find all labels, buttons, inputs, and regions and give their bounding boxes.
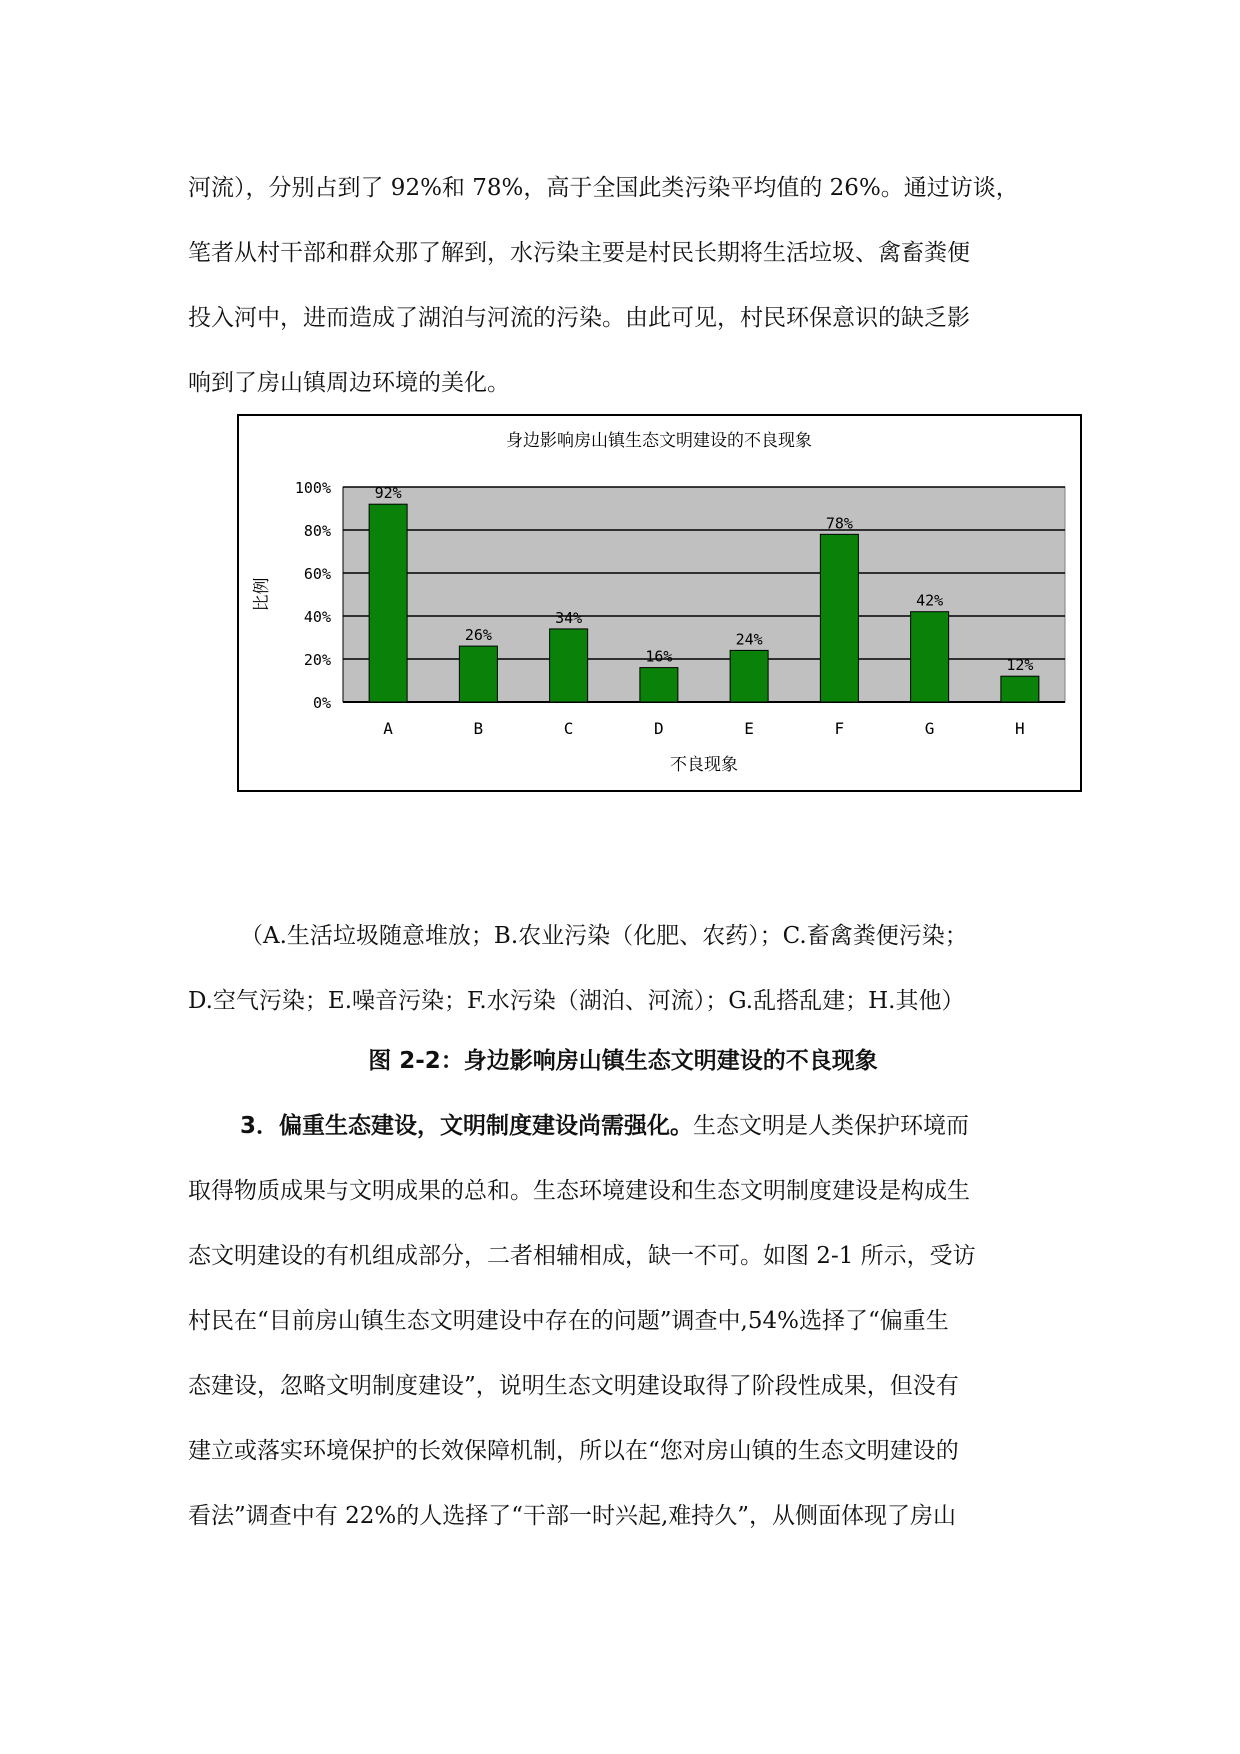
x-tick-label: G <box>924 719 935 738</box>
text-line: 响到了房山镇周边环境的美化。 <box>188 370 510 396</box>
text-line: 笔者从村干部和群众那了解到，水污染主要是村民长期将生活垃圾、禽畜粪便 <box>188 240 970 266</box>
y-tick-label: 40% <box>303 608 331 626</box>
y-tick-label: 60% <box>303 565 331 583</box>
bar <box>1001 676 1039 702</box>
x-tick-label: D <box>654 719 664 738</box>
data-label: 16% <box>645 647 673 666</box>
data-label: 42% <box>916 591 944 610</box>
x-tick-label: C <box>563 719 574 738</box>
x-tick-label: A <box>383 719 393 738</box>
data-label: 92% <box>374 484 402 503</box>
text-run: 生态文明是人类保护环境而 <box>693 1113 970 1139</box>
section-heading: 3．偏重生态建设，文明制度建设尚需强化。 <box>240 1113 694 1139</box>
chart-title: 身边影响房山镇生态文明建设的不良现象 <box>506 431 812 451</box>
legend-line-2: D.空气污染；E.噪音污染；F.水污染（湖泊、河流）；G.乱搭乱建；H.其他） <box>188 988 965 1014</box>
legend-line-1: （A.生活垃圾随意堆放；B.农业污染（化肥、农药）；C.畜禽粪便污染； <box>240 923 968 949</box>
data-label: 34% <box>555 608 583 627</box>
text-line: 看法”调查中有 22%的人选择了“干部一时兴起,难持久”，从侧面体现了房山 <box>188 1503 957 1529</box>
body-paragraph-1 <box>188 156 1058 416</box>
plot-area <box>343 487 1065 702</box>
bar-chart-frame <box>237 414 1082 792</box>
figure-caption: 图 2-2：身边影响房山镇生态文明建设的不良现象 <box>368 1048 878 1074</box>
text-line: 河流），分别占到了 92%和 78%，高于全国此类污染平均值的 26%。通过访谈， <box>188 175 1019 201</box>
bar <box>911 612 949 702</box>
data-label: 78% <box>825 514 853 533</box>
bar <box>820 534 858 702</box>
bar <box>730 650 768 702</box>
y-axis-title: 比例 <box>252 577 272 612</box>
text-line: 建立或落实环境保护的长效保障机制，所以在“您对房山镇的生态文明建设的 <box>188 1438 959 1464</box>
text-line: 态建设，忽略文明制度建设”，说明生态文明建设取得了阶段性成果，但没有 <box>188 1373 959 1399</box>
bar-chart <box>239 416 1080 790</box>
y-tick-label: 80% <box>303 522 331 540</box>
bar <box>550 629 588 702</box>
y-tick-label: 20% <box>303 651 331 669</box>
x-axis-title: 不良现象 <box>670 755 738 775</box>
x-tick-label: F <box>834 719 845 738</box>
text-line: 态文明建设的有机组成部分，二者相辅相成，缺一不可。如图 2-1 所示，受访 <box>188 1243 976 1269</box>
body-paragraph-2 <box>188 1094 1058 1549</box>
text-line: 村民在“目前房山镇生态文明建设中存在的问题”调查中,54%选择了“偏重生 <box>188 1308 949 1334</box>
x-tick-label: H <box>1015 719 1025 738</box>
text-line: 取得物质成果与文明成果的总和。生态环境建设和生态文明制度建设是构成生 <box>188 1178 970 1204</box>
bar <box>459 646 497 702</box>
bar <box>369 504 407 702</box>
x-tick-label: E <box>744 719 754 738</box>
text-line: 投入河中，进而造成了湖泊与河流的污染。由此可见，村民环保意识的缺乏影 <box>188 305 970 331</box>
data-label: 26% <box>464 626 492 645</box>
y-tick-label: 0% <box>312 694 331 712</box>
y-tick-label: 100% <box>294 479 331 497</box>
text-line-first <box>188 1094 1058 1159</box>
chart-legend-note <box>188 904 1058 1034</box>
data-label: 12% <box>1006 656 1034 675</box>
bar <box>640 668 678 702</box>
x-tick-label: B <box>473 719 484 738</box>
data-label: 24% <box>735 630 763 649</box>
